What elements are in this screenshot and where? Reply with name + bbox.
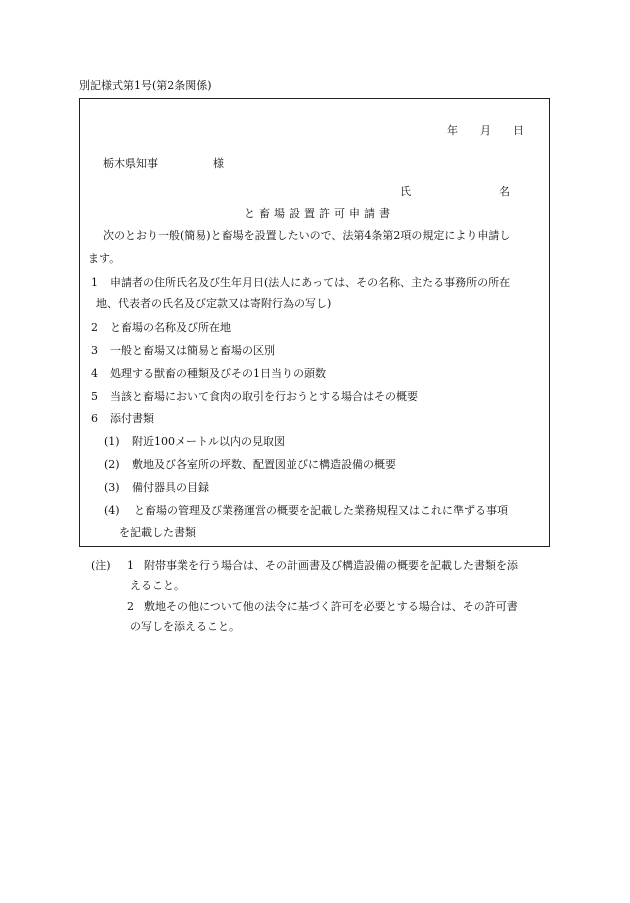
intro-text-continued: ます。	[88, 252, 121, 265]
attachment-text: 備付器具の目録	[132, 481, 209, 494]
item-text: 処理する獣畜の種類及びその1日当りの頭数	[110, 367, 326, 380]
item-text: 当該と畜場において食肉の取引を行おうとする場合はその概要	[110, 390, 418, 403]
attachment-text-continued: を記載した書類	[119, 526, 196, 539]
item-text: 添付書類	[110, 412, 154, 425]
form-label: 別記様式第1号(第2条関係)	[79, 79, 212, 92]
item-number: 1	[91, 276, 98, 289]
item-number: 3	[91, 344, 98, 357]
note-number: 2	[127, 600, 134, 613]
item-text: 申請者の住所氏名及び生年月日(法人にあっては、その名称、主たる事務所の所在	[110, 276, 511, 289]
note-text: 敷地その他について他の法令に基づく許可を必要とする場合は、その許可書	[144, 600, 518, 613]
attachment-number: (3)	[104, 481, 120, 494]
intro-text: 次のとおり一般(簡易)と畜場を設置したいので、法第4条第2項の規定により申請し	[103, 229, 511, 242]
note-text: 附帯事業を行う場合は、その計画書及び構造設備の概要を記載した書類を添	[144, 559, 518, 572]
item-text: 一般と畜場又は簡易と畜場の区別	[110, 344, 275, 357]
item-number: 4	[91, 367, 98, 380]
note-text-continued: えること。	[130, 579, 185, 592]
note-text-continued: の写しを添えること。	[130, 620, 240, 633]
attachment-number: (4)	[104, 504, 120, 517]
item-text-continued: 地、代表者の氏名及び定款又は寄附行為の写し)	[96, 297, 332, 310]
attachment-number: (1)	[104, 435, 120, 448]
item-number: 2	[91, 321, 98, 334]
attachment-text: 敷地及び各室所の坪数、配置図並びに構造設備の概要	[132, 458, 396, 471]
date-line: 年 月 日	[447, 124, 524, 137]
attachment-text: 附近100メートル以内の見取図	[132, 435, 285, 448]
item-number: 6	[91, 412, 98, 425]
item-number: 5	[91, 390, 98, 403]
notes-label: (注)	[91, 559, 111, 572]
note-number: 1	[127, 559, 134, 572]
attachment-number: (2)	[104, 458, 120, 471]
applicant-name-label: 氏 名	[400, 185, 510, 198]
form-title: と畜場設置許可申請書	[244, 207, 394, 220]
item-text: と畜場の名称及び所在地	[110, 321, 231, 334]
attachment-text: と畜場の管理及び業務運営の概要を記載した業務規程又はこれに準ずる事項	[134, 504, 508, 517]
addressee: 栃木県知事 様	[103, 157, 224, 170]
